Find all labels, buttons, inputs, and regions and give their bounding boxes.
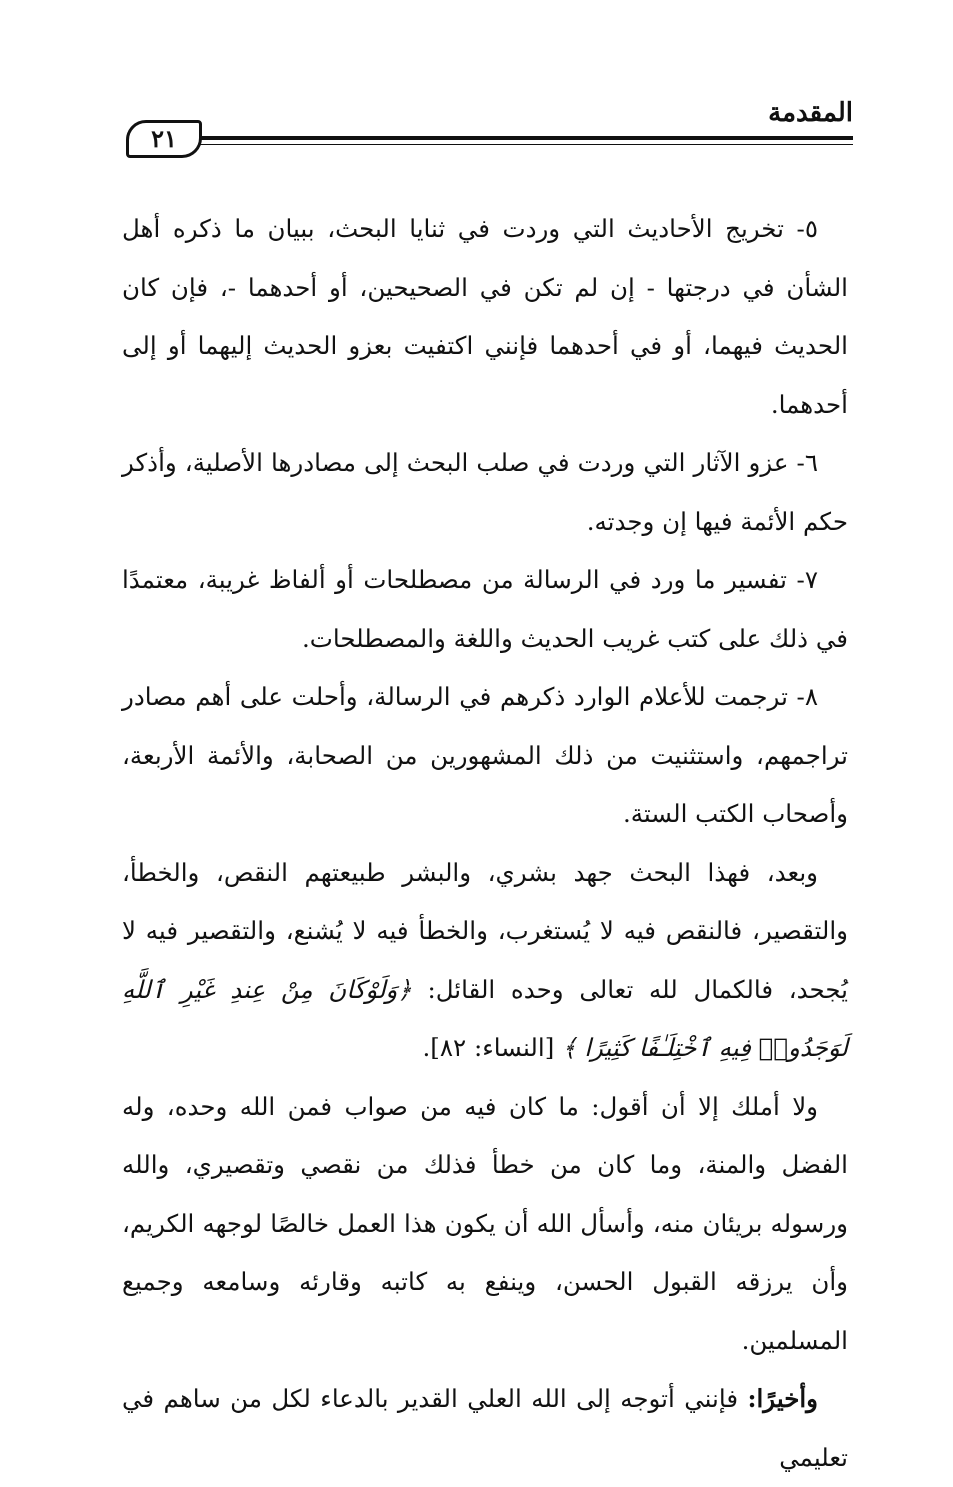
item-text: عزو الآثار التي وردت في صلب البحث إلى مصادرها الأصلية، وأذكر حكم الأئمة فيها إن وجدته. bbox=[122, 448, 848, 536]
closing-text: ولا أملك إلا أن أقول: ما كان فيه من صواب فمن الله وحده، وله الفضل والمنة، وما كان من خطأ فذلك من نقصي وتقصيري، والله ورسوله بريئان منه، وأسأل الله أن يكون هذا العمل خالصًا لوجهه الكريم، وأن يرزقه القبول الحسن، وينفع به كاتبه وقارئه وسامعه وجميع المسلمين. bbox=[122, 1091, 848, 1355]
closing-text: وبعد، فهذا البحث جهد بشري، والبشر طبيعتهم النقص، والخطأ، والتقصير، فالنقص فيه لا يُستغرب، والخطأ فيه لا يُشنع، والتقصير فيه لا يُجحد، فالكمال لله تعالى وحده القائل: bbox=[122, 857, 848, 1004]
list-item bbox=[122, 434, 848, 551]
item-text: تفسير ما ورد في الرسالة من مصطلحات أو ألفاظ غريبة، معتمدًا في ذلك على كتب غريب الحديث واللغة والمصطلحات. bbox=[122, 565, 848, 653]
item-text: تخريج الأحاديث التي وردت في ثنايا البحث، ببيان ما ذكره أهل الشأن في درجتها - إن لم تكن في الصحيحين، أو أحدهما -، فإن كان الحديث فيهما، أو في أحدهما فإنني اكتفيت بعزو الحديث إليهما أو إلى أحدهما. bbox=[122, 214, 848, 419]
header-rule-thin bbox=[200, 144, 853, 145]
chapter-title: المقدمة bbox=[768, 98, 853, 128]
item-number: ٨- bbox=[796, 682, 818, 711]
item-text: ترجمت للأعلام الوارد ذكرهم في الرسالة، وأحلت على أهم مصادر تراجمهم، واستثنيت من ذلك المشهورين من الصحابة، والأئمة الأربعة، وأصحاب الكتب الستة. bbox=[122, 682, 848, 828]
verse-reference: [النساء: ٨٢]. bbox=[422, 1033, 555, 1062]
page-number: ٢١ bbox=[126, 120, 202, 158]
item-number: ٧- bbox=[796, 565, 818, 594]
list-item bbox=[122, 551, 848, 668]
item-number: ٦- bbox=[796, 448, 818, 477]
closing-text: فإنني أتوجه إلى الله العلي القدير بالدعاء لكل من ساهم في تعليمي bbox=[122, 1384, 848, 1472]
page-body bbox=[122, 200, 848, 1487]
quran-verse: ﴿وَلَوْكَانَ مِنْ عِندِ غَيْرِ ٱللَّهِ لَوَجَدُوا۟ فِيهِ ٱخْتِلَـٰفًا كَثِيرًا ﴾ bbox=[122, 974, 848, 1062]
item-number: ٥- bbox=[796, 214, 818, 243]
list-item bbox=[122, 200, 848, 434]
list-item bbox=[122, 668, 848, 844]
closing-paragraph bbox=[122, 1370, 848, 1487]
page-header bbox=[120, 92, 853, 162]
closing-paragraph bbox=[122, 844, 848, 1078]
header-rule bbox=[200, 136, 853, 140]
closing-paragraph bbox=[122, 1078, 848, 1371]
closing-lead: وأخيرًا: bbox=[747, 1384, 818, 1413]
